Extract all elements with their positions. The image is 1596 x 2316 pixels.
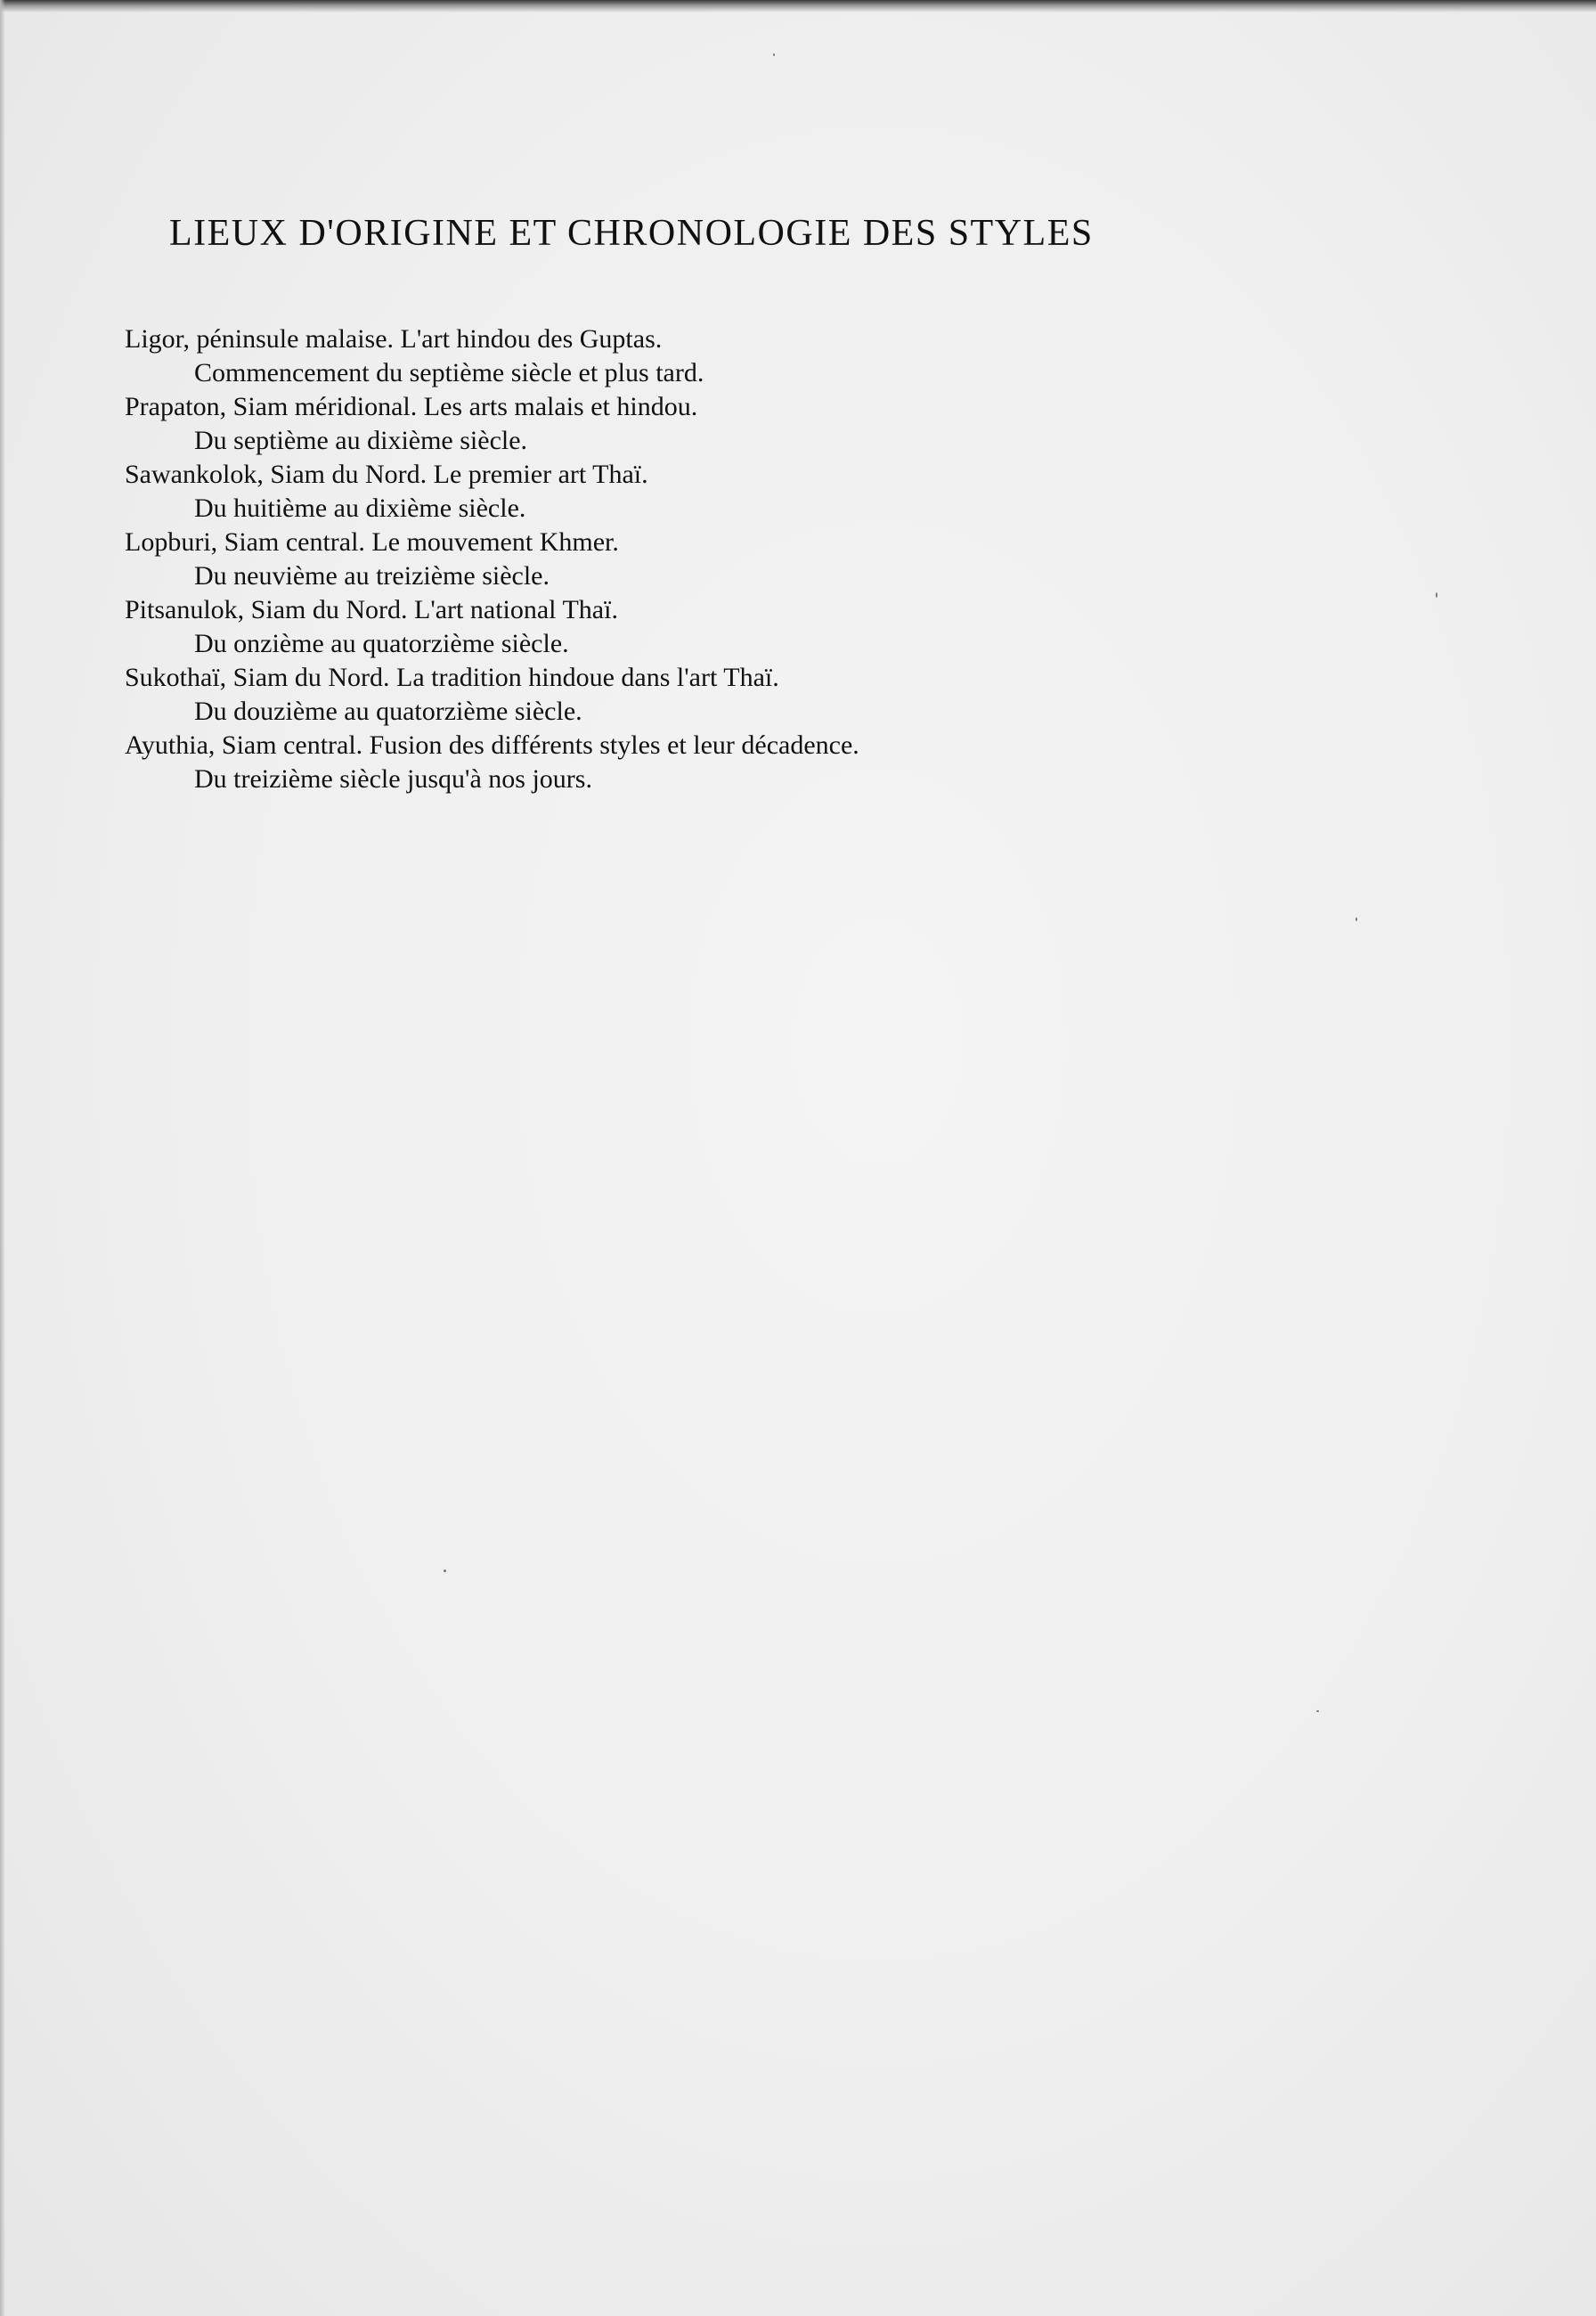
page-title: LIEUX D'ORIGINE ET CHRONOLOGIE DES STYLES	[169, 213, 1094, 254]
entry-period: Du neuvième au treizième siècle.	[194, 561, 550, 591]
entry-place: Sukothaï, Siam du Nord. La tradition hindoue dans l'art Thaï.	[125, 663, 779, 692]
entry-place: Ayuthia, Siam central. Fusion des différents styles et leur décadence.	[125, 730, 859, 760]
entry-period: Du septième au dixième siècle.	[194, 426, 528, 455]
scan-speck	[1356, 917, 1357, 921]
scan-left-edge	[0, 0, 5, 2316]
scan-speck	[444, 1570, 446, 1572]
entry-place: Sawankolok, Siam du Nord. Le premier art Thaï.	[125, 460, 648, 489]
entry-period: Du treizième siècle jusqu'à nos jours.	[194, 764, 592, 794]
entry-period: Du douzième au quatorzième siècle.	[194, 697, 582, 726]
scan-speck	[1316, 1710, 1319, 1712]
scan-speck	[773, 53, 775, 56]
entry-period: Commencement du septième siècle et plus tard.	[194, 358, 704, 387]
scan-speck	[1436, 592, 1437, 598]
entry-place: Pitsanulok, Siam du Nord. L'art national Thaï.	[125, 595, 618, 624]
entry-period: Du huitième au dixième siècle.	[194, 493, 526, 523]
entry-period: Du onzième au quatorzième siècle.	[194, 629, 569, 658]
entry-place: Prapaton, Siam méridional. Les arts malais et hindou.	[125, 392, 698, 421]
scan-top-edge	[0, 0, 1596, 12]
entry-place: Lopburi, Siam central. Le mouvement Khmer.	[125, 527, 619, 557]
style-chronology-list	[125, 322, 1282, 796]
entry-place: Ligor, péninsule malaise. L'art hindou des Guptas.	[125, 324, 663, 354]
